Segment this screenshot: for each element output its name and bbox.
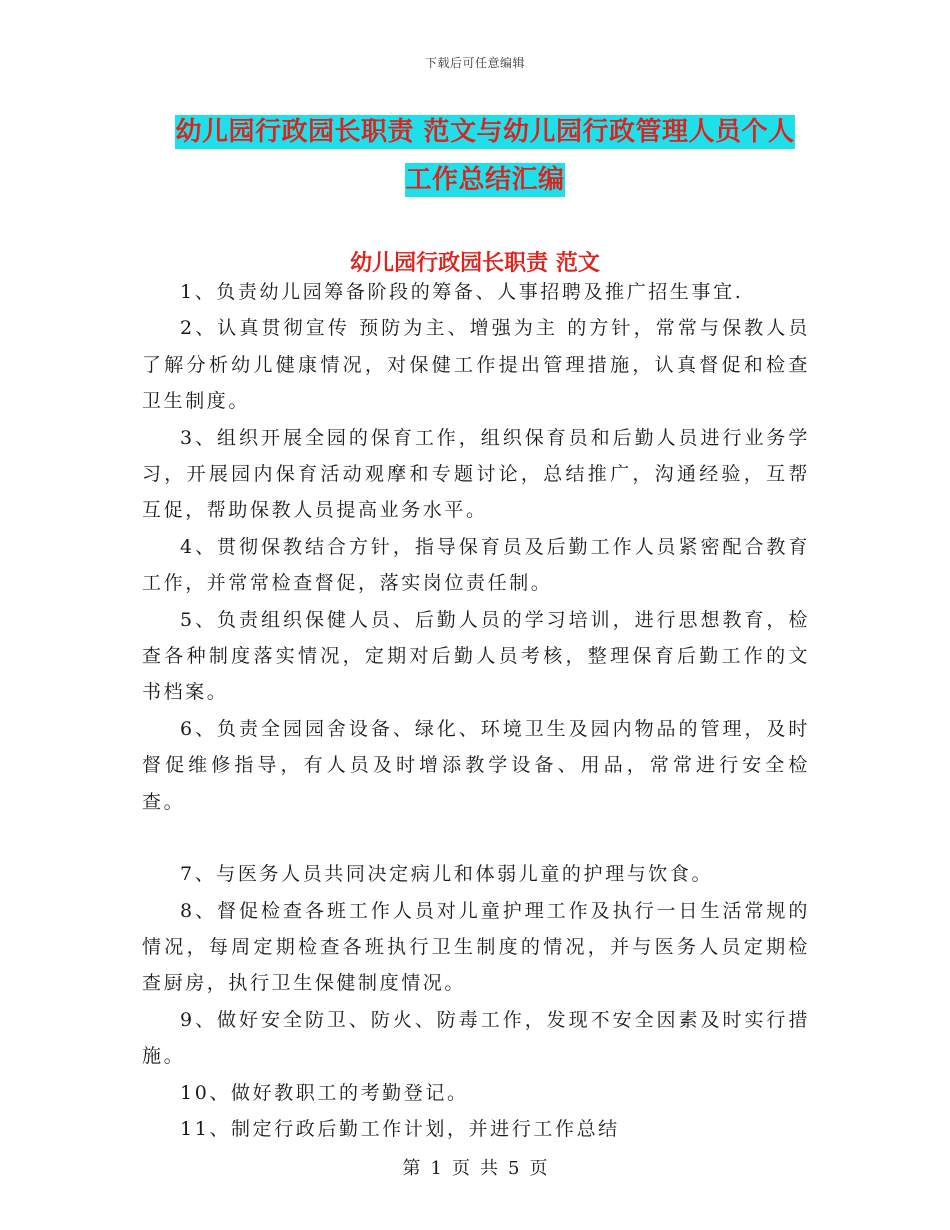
paragraph-2: 2、认真贯彻宣传 预防为主、增强为主 的方针，常常与保教人员了解分析幼儿健康情况，对保健工作提出管理措施，认真督促和检查卫生制度。: [142, 317, 810, 413]
page-footer: [0, 1154, 950, 1180]
paragraph-3: 3、组织开展全园的保育工作，组织保育员和后勤人员进行业务学习，开展园内保育活动观摩和专题讨论，总结推广，沟通经验，互帮互促，帮助保教人员提高业务水平。: [142, 426, 810, 522]
paragraph-9: 9、做好安全防卫、防火、防毒工作，发现不安全因素及时实行措施。: [142, 1008, 810, 1068]
footer-ye: 页: [452, 1158, 470, 1179]
footer-di: 第: [402, 1158, 421, 1179]
paragraph-1: 1、负责幼儿园筹备阶段的筹备、人事招聘及推广招生事宜.: [180, 281, 744, 303]
document-title-line-2: 工作总结汇编: [405, 165, 565, 195]
paragraph-7: 7、与医务人员共同决定病儿和体弱儿童的护理与饮食。: [180, 863, 714, 886]
section-heading: 幼儿园行政园长职责 范文: [350, 250, 600, 276]
header-note: 下载后可任意编辑: [424, 56, 525, 70]
paragraph-8: 8、督促检查各班工作人员对儿童护理工作及执行一日生活常规的情况，每周定期检查各班执行卫生制度的情况，并与医务人员定期检查厨房，执行卫生保健制度情况。: [142, 899, 810, 995]
body-text: [142, 274, 810, 1147]
document-title-line-1: 幼儿园行政园长职责 范文与幼儿园行政管理人员个人: [175, 117, 795, 147]
paragraph-11: 11、制定行政后勤工作计划，并进行工作总结: [180, 1117, 620, 1140]
paragraph-6: 6、负责全园园舍设备、绿化、环境卫生及园内物品的管理，及时督促维修指导，有人员及时增添教学设备、用品，常常进行安全检查。: [142, 717, 810, 813]
paragraph-4: 4、贯彻保教结合方针，指导保育员及后勤工作人员紧密配合教育工作，并常常检查督促，落实岗位责任制。: [142, 535, 810, 595]
footer-total-pages: 5: [508, 1158, 520, 1179]
footer-page-number: 1: [430, 1158, 442, 1179]
document-title: [140, 108, 830, 204]
footer-ye-2: 页: [529, 1158, 548, 1179]
paragraph-10: 10、做好教职工的考勤登记。: [180, 1081, 469, 1104]
footer-gong: 共: [480, 1158, 498, 1179]
paragraph-5: 5、负责组织保健人员、后勤人员的学习培训，进行思想教育，检查各种制度落实情况，定期对后勤人员考核，整理保育后勤工作的文书档案。: [142, 608, 810, 704]
